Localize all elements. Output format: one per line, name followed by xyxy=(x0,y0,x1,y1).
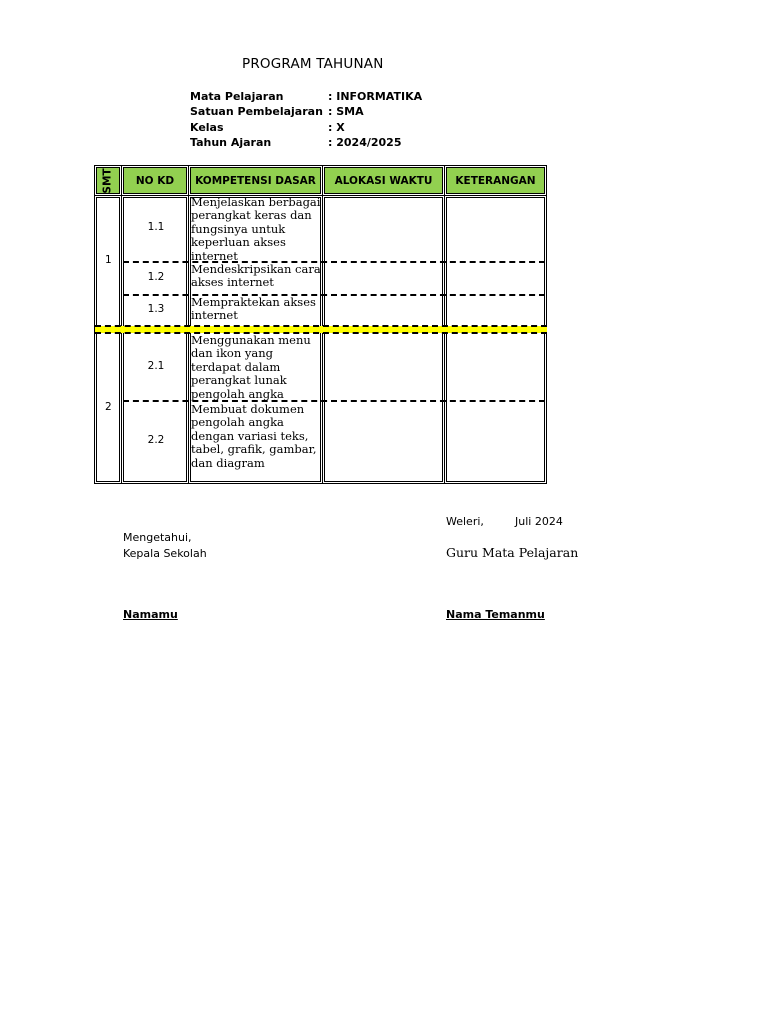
teacher-name: Nama Temanmu xyxy=(446,608,545,621)
page-title: PROGRAM TAHUNAN xyxy=(242,56,384,72)
header-keterangan: KETERANGAN xyxy=(446,167,545,194)
semester-highlight-divider xyxy=(95,326,547,333)
col-smt xyxy=(96,197,120,482)
kd-text: Menggunakan menu dan ikon yang terdapat dalam perangkat lunak pengolah angka xyxy=(191,333,311,401)
kd-number: 2.2 xyxy=(147,434,165,446)
meta-row-school xyxy=(190,104,422,119)
acknowledged-label: Mengetahui, xyxy=(123,531,192,544)
meta-label: Kelas xyxy=(190,120,224,134)
meta-label: Satuan Pembelajaran xyxy=(190,105,323,119)
signature-place: Weleri, xyxy=(446,515,484,528)
meta-label: Tahun Ajaran xyxy=(190,135,272,149)
row-divider xyxy=(123,294,545,296)
kd-number: 2.1 xyxy=(147,360,165,372)
teacher-role-label: Guru Mata Pelajaran xyxy=(446,545,579,560)
header-no-kd: NO KD xyxy=(123,167,187,194)
header-smt xyxy=(96,167,120,194)
signature-date: Juli 2024 xyxy=(515,515,563,528)
row-divider xyxy=(123,400,545,402)
kd-text: Mendeskripsikan cara akses internet xyxy=(191,262,321,290)
semester-number: 2 xyxy=(105,401,112,413)
meta-value: : 2024/2025 xyxy=(328,135,402,149)
col-alokasi xyxy=(324,197,443,482)
meta-value: : SMA xyxy=(328,105,364,119)
col-keterangan xyxy=(446,197,545,482)
meta-row-class xyxy=(190,120,422,135)
meta-value: : X xyxy=(328,120,345,134)
meta-value: : INFORMATIKA xyxy=(328,90,423,103)
kd-text: Membuat dokumen pengolah angka dengan variasi teks, tabel, grafik, gambar, dan diagram xyxy=(191,402,317,470)
meta-row-year xyxy=(190,135,422,150)
meta-row-subject xyxy=(190,89,422,104)
kd-text: Mempraktekan akses internet xyxy=(191,295,316,323)
header-kompetensi: KOMPETENSI DASAR xyxy=(190,167,321,194)
header-alokasi: ALOKASI WAKTU xyxy=(324,167,443,194)
kd-text: Menjelaskan berbagai perangkat keras dan fungsinya untuk keperluan akses internet xyxy=(191,195,321,263)
principal-label: Kepala Sekolah xyxy=(123,547,207,560)
principal-name: Namamu xyxy=(123,608,178,621)
kd-number: 1.1 xyxy=(147,221,165,233)
meta-info xyxy=(190,89,422,150)
row-divider xyxy=(123,261,545,263)
kd-number: 1.3 xyxy=(147,303,165,315)
semester-number: 1 xyxy=(105,254,112,266)
kd-number: 1.2 xyxy=(147,271,165,283)
header-smt-label: SMT xyxy=(102,167,114,194)
meta-label: Mata Pelajaran xyxy=(190,90,284,103)
